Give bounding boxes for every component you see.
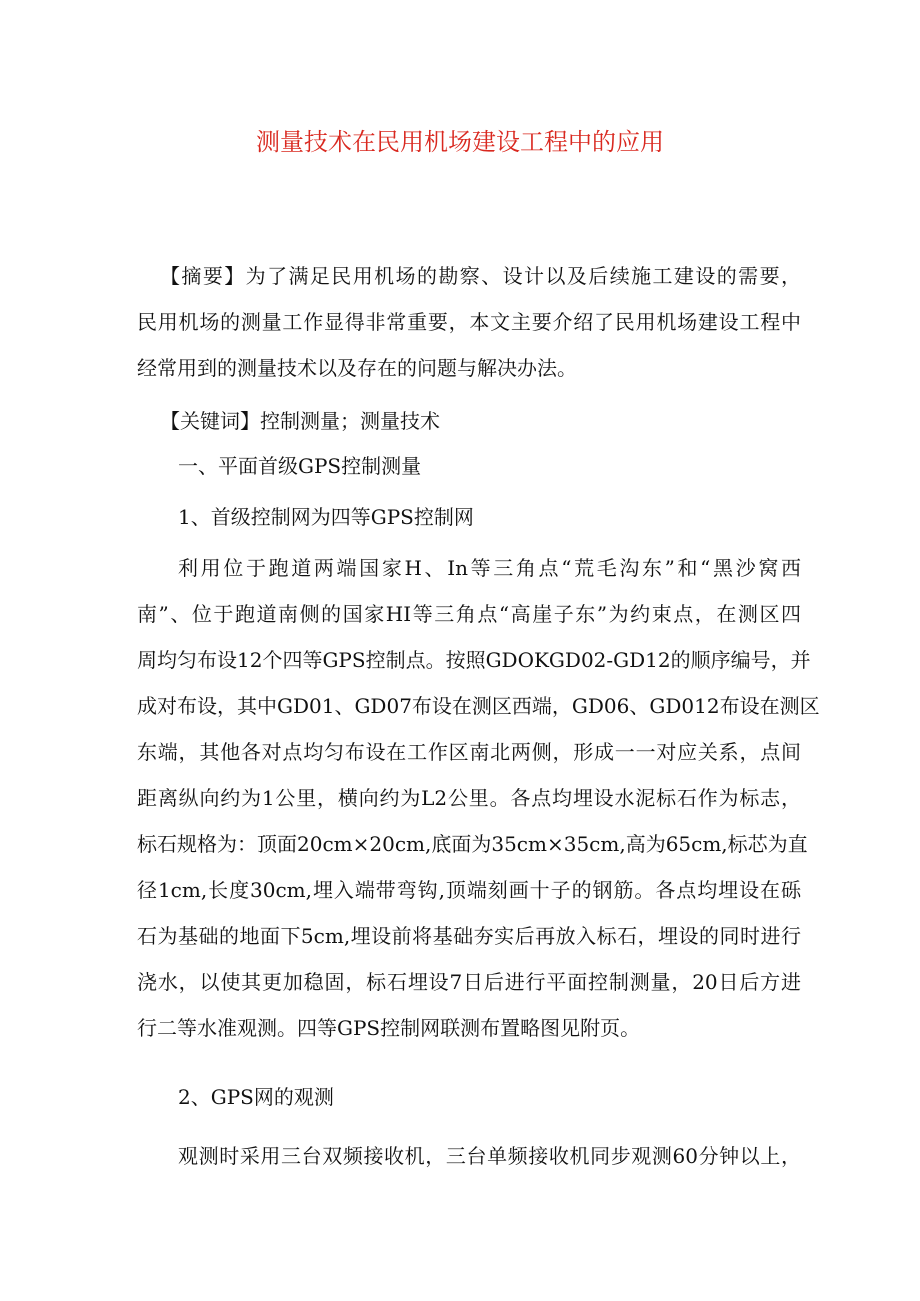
- document-title: 测量技术在民用机场建设工程中的应用: [256, 128, 664, 156]
- paragraph-line: 周均匀布设12个四等GPS控制点。按照GDOKGD02-GD12的顺序编号，并: [137, 648, 811, 672]
- paragraph-line: 标石规格为：顶面20cm×20cm,底面为35cm×35cm,高为65cm,标芯为直: [137, 832, 808, 856]
- paragraph-line: 成对布设，其中GD01、GD07布设在测区西端，GD06、GD012布设在测区: [137, 694, 820, 718]
- paragraph-line: 东端，其他各对点均匀布设在工作区南北两侧，形成一一对应关系，点间: [137, 740, 801, 764]
- keywords: 【关键词】控制测量；测量技术: [160, 409, 440, 433]
- section-heading: 一、平面首级GPS控制测量: [178, 454, 422, 478]
- subsection-heading: 1、首级控制网为四等GPS控制网: [178, 505, 474, 529]
- abstract-line: 民用机场的测量工作显得非常重要，本文主要介绍了民用机场建设工程中: [137, 310, 801, 334]
- paragraph-line: 观测时采用三台双频接收机，三台单频接收机同步观测60分钟以上，: [178, 1144, 801, 1168]
- paragraph-line: 行二等水准观测。四等GPS控制网联测布置略图见附页。: [137, 1016, 641, 1040]
- abstract-line: 【摘要】为了满足民用机场的勘察、设计以及后续施工建设的需要，: [160, 264, 801, 288]
- paragraph-line: 浇水，以使其更加稳固，标石埋设7日后进行平面控制测量，20日后方进: [137, 970, 801, 994]
- subsection-heading: 2、GPS网的观测: [178, 1085, 334, 1109]
- paragraph-line: 利用位于跑道两端国家H、In等三角点“荒毛沟东”和“黑沙窝西: [178, 556, 801, 580]
- abstract-line: 经常用到的测量技术以及存在的问题与解决办法。: [137, 356, 577, 380]
- paragraph-line: 径1cm,长度30cm,埋入端带弯钩,顶端刻画十子的钢筋。各点均埋设在砾: [137, 878, 801, 902]
- paragraph-line: 南”、位于跑道南侧的国家HI等三角点“高崖子东”为约束点，在测区四: [137, 602, 801, 626]
- paragraph-line: 石为基础的地面下5cm,埋设前将基础夯实后再放入标石，埋设的同时进行: [137, 924, 801, 948]
- paragraph-line: 距离纵向约为1公里，横向约为L2公里。各点均埋设水泥标石作为标志，: [137, 786, 801, 810]
